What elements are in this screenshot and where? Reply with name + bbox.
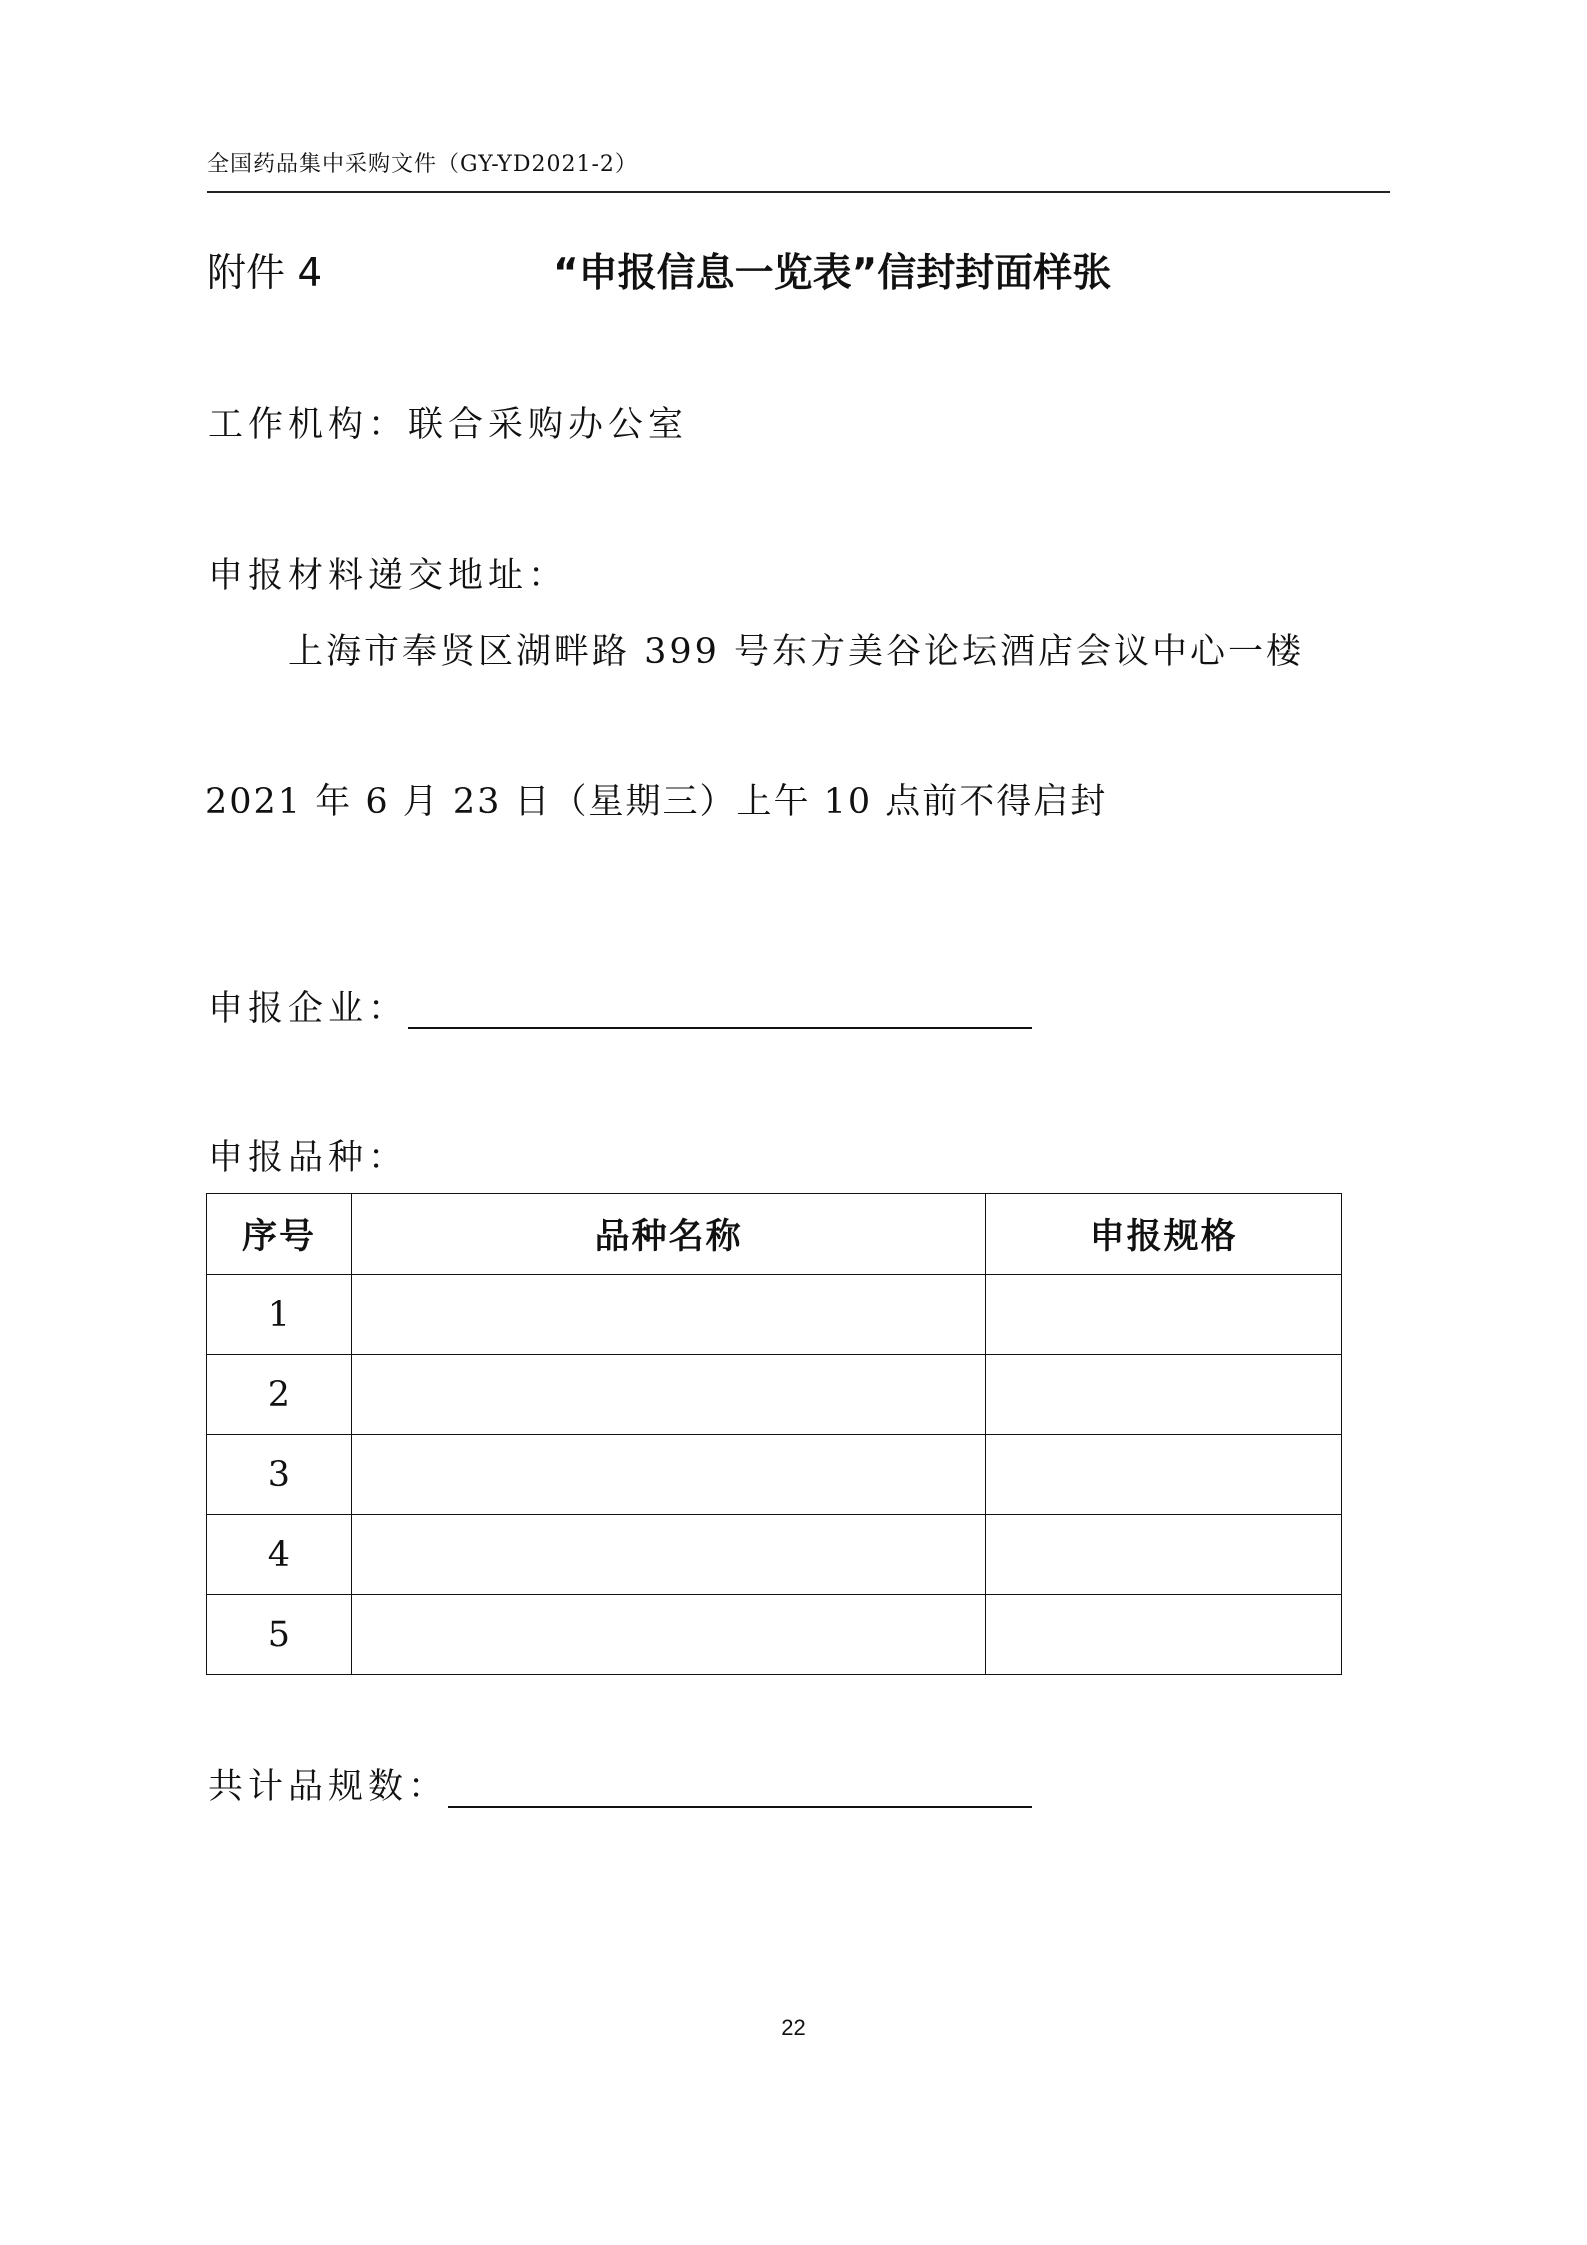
address-value: 上海市奉贤区湖畔路 399 号东方美谷论坛酒店会议中心一楼 [288, 632, 1305, 672]
specification-cell [986, 1515, 1342, 1595]
variety-name-cell [351, 1435, 985, 1515]
serial-cell: 4 [207, 1515, 352, 1595]
table-row [207, 1515, 1342, 1595]
serial-cell: 2 [207, 1355, 352, 1435]
header-divider [207, 191, 1390, 193]
running-header: 全国药品集中采购文件（GY-YD2021-2） [207, 152, 638, 177]
deadline-notice: 2021 年 6 月 23 日（星期三）上午 10 点前不得启封 [205, 782, 1108, 822]
variety-name-cell [351, 1275, 985, 1355]
specification-cell [986, 1275, 1342, 1355]
page-number: 22 [781, 2015, 806, 2040]
variety-table [206, 1193, 1342, 1675]
specification-cell [986, 1595, 1342, 1675]
agency-line: 工作机构：联合采购办公室 [208, 405, 689, 445]
column-header-variety-name: 品种名称 [351, 1194, 985, 1275]
table-row [207, 1595, 1342, 1675]
address-label: 申报材料递交地址： [208, 556, 569, 596]
total-count-blank-line [448, 1806, 1032, 1808]
column-header-serial: 序号 [207, 1194, 352, 1275]
serial-cell: 5 [207, 1595, 352, 1675]
company-label: 申报企业： [208, 989, 409, 1029]
table-row [207, 1435, 1342, 1515]
table-row [207, 1355, 1342, 1435]
variety-name-cell [351, 1595, 985, 1675]
variety-label: 申报品种： [208, 1138, 409, 1178]
table-row [207, 1275, 1342, 1355]
document-title: “申报信息一览表”信封封面样张 [553, 251, 1112, 296]
serial-cell: 3 [207, 1435, 352, 1515]
specification-cell [986, 1355, 1342, 1435]
variety-name-cell [351, 1355, 985, 1435]
specification-cell [986, 1435, 1342, 1515]
total-count-label: 共计品规数： [208, 1767, 449, 1807]
column-header-specification: 申报规格 [986, 1194, 1342, 1275]
attachment-label: 附件 4 [207, 251, 323, 296]
table-header-row [207, 1194, 1342, 1275]
serial-cell: 1 [207, 1275, 352, 1355]
company-blank-line [408, 1027, 1032, 1029]
variety-name-cell [351, 1515, 985, 1595]
